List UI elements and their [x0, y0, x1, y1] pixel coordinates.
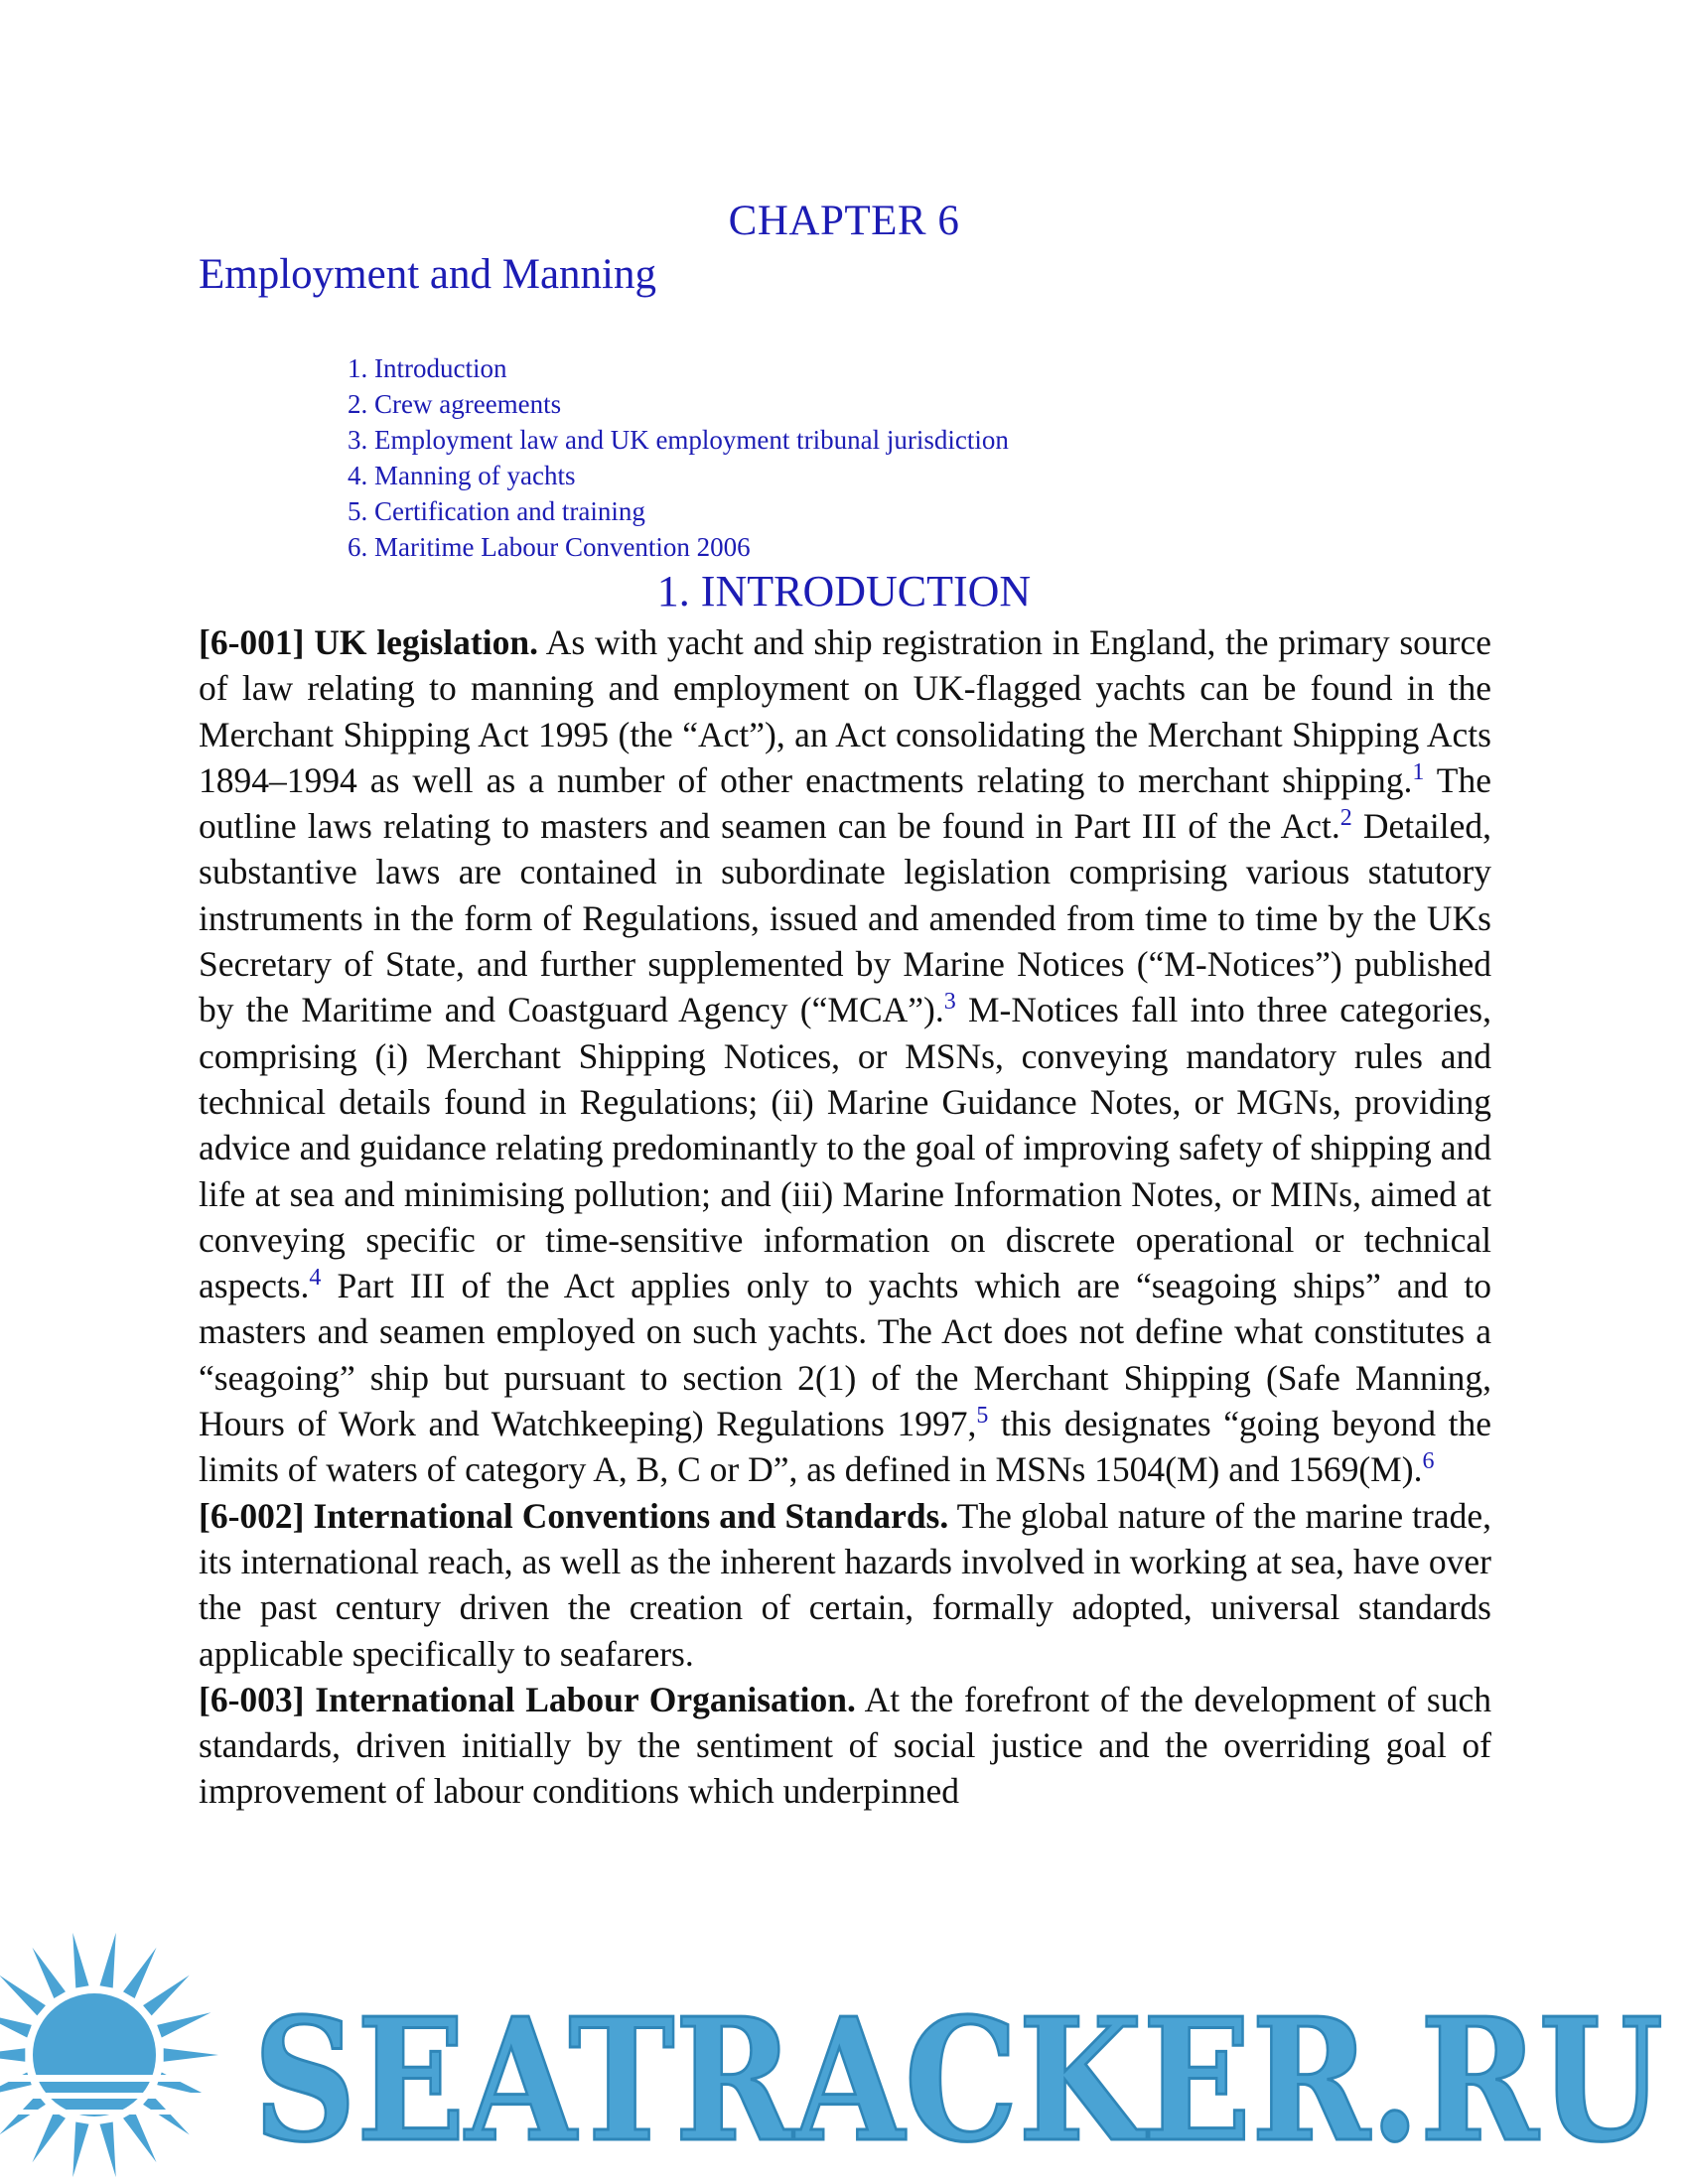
paragraph-text: At the forefront of the development of such standards, driven initially by the sentiment of social justice and the overriding goal of improvement of labour conditions which underpinned [199, 1679, 1492, 1812]
paragraph-number: [6-001] [199, 622, 305, 662]
sun-ray [164, 2048, 218, 2061]
toc-item-manning-of-yachts[interactable]: 4. Manning of yachts [348, 461, 576, 490]
paragraph-heading: UK legislation. [314, 622, 538, 662]
paragraph-6-002 [199, 1493, 1491, 1677]
sun-ray [157, 2012, 211, 2037]
paragraph-text: As with yacht and ship registration in England, the primary source of law relating to manning and employment on UK-flagged yachts can be found in the Merchant Shipping Act 1995 (the “Act”), an Act consolidating the Merchant Shipping Acts 1894–1994 as well as a number of other enactments relating to merchant shipping. [199, 622, 1492, 800]
sun-ray [33, 2112, 66, 2162]
sun-ray [33, 1948, 66, 1998]
body-text [199, 619, 1491, 1815]
paragraph-text: this designates “going beyond the limits of waters of category A, B, C or D”, as defined in MSNs 1504(M) and 1569(M). [199, 1404, 1491, 1490]
paragraph-text: The outline laws relating to masters and seamen can be found in Part III of the Act. [199, 759, 1491, 847]
sun-ray [99, 2121, 115, 2177]
footnote-ref[interactable]: 3 [943, 989, 956, 1016]
paragraph-6-003 [199, 1677, 1491, 1815]
paragraph-text: The global nature of the marine trade, its international reach, as well as the inherent hazards involved in working at sea, have over the past century driven the creation of certain, formally adopted, universal standards applicable specifically to seafarers. [199, 1495, 1491, 1674]
paragraph-number: [6-002] [199, 1495, 305, 1536]
section-heading: 1. INTRODUCTION [656, 567, 1032, 615]
toc-item-employment-law[interactable]: 3. Employment law and UK employment tribunal jurisdiction [348, 425, 1009, 455]
paragraph-heading: International Conventions and Standards. [313, 1495, 949, 1536]
toc-item-certification-training[interactable]: 5. Certification and training [348, 496, 645, 526]
sun-ray [123, 1948, 156, 1998]
paragraph-6-001 [199, 619, 1491, 1493]
chapter-title: Employment and Manning [199, 251, 656, 298]
sun-ray [99, 1933, 115, 1988]
sun-ray [0, 2048, 25, 2061]
paragraph-text: M-Notices fall into three categories, comprising (i) Merchant Shipping Notices, or MSNs, conveying mandatory rules and technical details found in Regulations; (ii) Marine Guidance Notes, or MGNs, providing advice and guidance relating predominantly to the goal of improving safety of shipping and life at sea and minimising pollution; and (iii) Marine Information Notes, or MINs, aimed at conveying specific or time-sensitive information on discrete operational or technical aspects. [199, 990, 1491, 1306]
sun-ray [123, 2112, 156, 2162]
watermark-text: SEATRACKER.RU [253, 1981, 1663, 2180]
paragraph-text: Detailed, substantive laws are contained in subordinate legislation comprising various statutory instruments in the form of Regulations, issued and amended from time to time by the UKs Secretary of State, and further supplemented by Marine Notices (“M-Notices”) published by the Maritime and Coastguard Agency (“MCA”). [199, 806, 1491, 1030]
footnote-ref[interactable]: 5 [976, 1403, 989, 1430]
sun-ray [0, 1976, 46, 2016]
footnote-ref[interactable]: 4 [309, 1265, 322, 1292]
toc-item-maritime-labour-convention[interactable]: 6. Maritime Labour Convention 2006 [348, 532, 751, 562]
sun-logo-icon [0, 1933, 228, 2177]
paragraph-heading: International Labour Organisation. [315, 1679, 856, 1719]
footnote-ref[interactable]: 2 [1339, 805, 1352, 832]
footnote-ref[interactable]: 6 [1422, 1448, 1435, 1475]
sun-ray [0, 2012, 32, 2037]
sun-ray [72, 1933, 88, 1988]
chapter-label: CHAPTER 6 [728, 198, 960, 244]
table-of-contents [348, 350, 1009, 565]
footnote-ref[interactable]: 1 [1412, 759, 1425, 786]
toc-item-introduction[interactable]: 1. Introduction [348, 353, 507, 383]
toc-item-crew-agreements[interactable]: 2. Crew agreements [348, 389, 562, 419]
sun-ray [72, 2121, 88, 2177]
paragraph-number: [6-003] [199, 1679, 305, 1719]
seatracker-watermark [0, 1926, 1688, 2184]
paragraph-text: Part III of the Act applies only to yachts which are “seagoing ships” and to masters and seamen employed on such yachts. The Act does not define what constitutes a “seagoing” ship but pursuant to section 2(1) of the Merchant Shipping (Safe Manning, Hours of Work and Watchkeeping) Regulations 1997, [199, 1266, 1491, 1444]
sun-ray [143, 1976, 190, 2016]
